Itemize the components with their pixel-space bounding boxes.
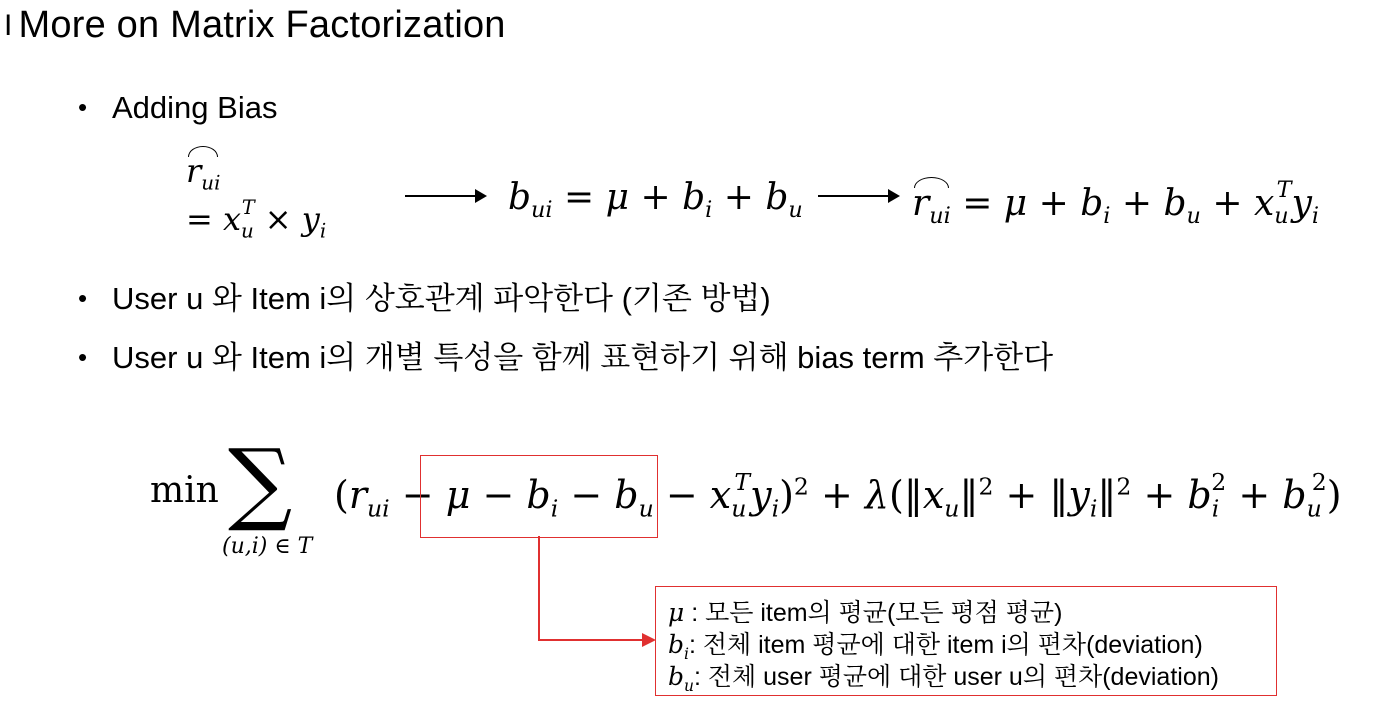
formula-prediction-bottom: = $x_u^T \times y_i$ (186, 196, 327, 243)
objective-min: min (150, 470, 219, 511)
bullet-adding-bias (78, 90, 277, 126)
bullet-dot: • (78, 342, 88, 372)
note-bi: $b_i$: 전체 item 평균에 대한 item i의 편차(deviation) (668, 630, 1203, 663)
formula-bias (508, 177, 803, 223)
arrow-right-icon (818, 195, 898, 197)
formula-biased-render: $r_{ui} = \mu + b_i + b_u + x_u^Ty_i$ (912, 177, 1320, 230)
hat-symbol: $r_{ui}$ (186, 152, 221, 195)
summation-icon: ∑ (228, 430, 293, 535)
note-mu: μ : 모든 item의 평균(모든 평점 평균) (668, 598, 1063, 627)
note-bu: $b_u$: 전체 user 평균에 대한 user u의 편차(deviation) (668, 662, 1219, 695)
arrow-head-icon (642, 633, 656, 647)
bullet-interaction (78, 273, 771, 318)
hat-symbol: $r_{ui}$ (912, 183, 951, 230)
arrow-right-icon (405, 195, 485, 197)
bullet-text: Adding Bias (112, 90, 278, 125)
bullet-dot: • (78, 92, 88, 122)
bullet-text: User u 와 Item i의 개별 특성을 함께 표현하기 위해 bias term 추가한다 (112, 340, 1054, 375)
bullet-dot: • (78, 283, 88, 313)
highlight-box (420, 455, 658, 538)
connector-line (538, 639, 644, 641)
formula-biased-prediction (912, 177, 1319, 229)
title-text: More on Matrix Factorization (18, 4, 506, 46)
objective-expression: $(r_{ui} - \mu - b_i - b_u - x_u^Ty_i)^2$ + $\lambda(‖x_u‖^2$ + $‖y_i‖^2 + b_i^2 + b_u^2$) (334, 468, 1342, 523)
summation-index: (u,i) ∈ T (222, 534, 313, 559)
bullet-bias-term (78, 332, 1053, 377)
formula-bias-render: $b_{ui} = \mu + b_i + b_u$ (508, 177, 803, 224)
formula-prediction-top (186, 152, 220, 194)
slide-title (4, 4, 506, 47)
connector-line (538, 536, 540, 640)
bullet-text: User u 와 Item i의 상호관계 파악한다 (기존 방법) (112, 281, 771, 316)
title-marker: I (4, 9, 13, 42)
